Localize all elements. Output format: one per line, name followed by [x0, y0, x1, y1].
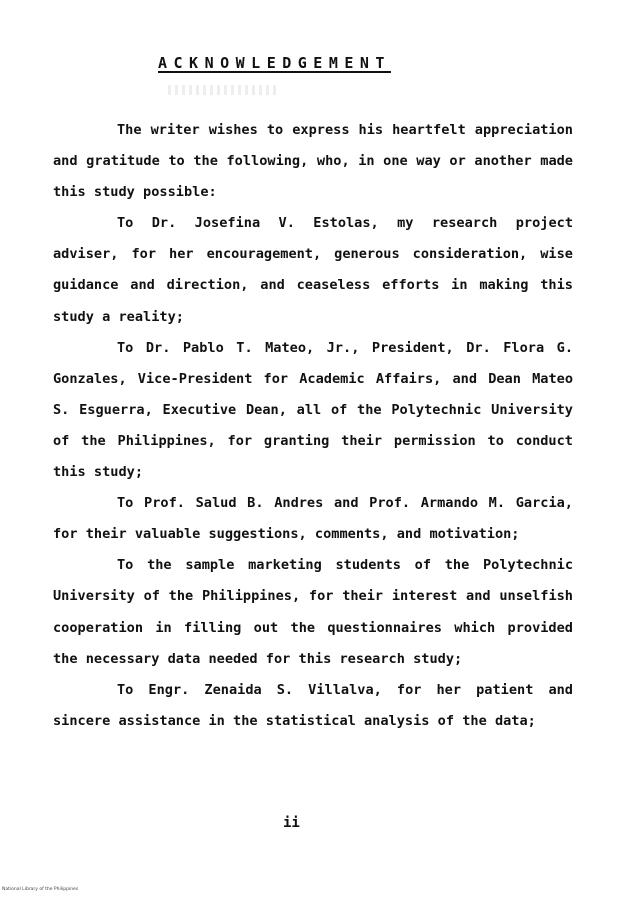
library-footer: National Library of the Philippines [2, 887, 79, 892]
page-number: ii [283, 815, 300, 831]
paragraph-statistician: To Engr. Zenaida S. Villalva, for her patient and sincere assistance in the statistical analysis of the data; [53, 681, 573, 729]
acknowledgement-body [53, 115, 573, 737]
paragraph-adviser: To Dr. Josefina V. Estolas, my research project adviser, for her encouragement, generous consideration, wise guidance and direction, and ceaseless efforts in making this study a reality; [53, 215, 573, 325]
paragraph-officials: To Dr. Pablo T. Mateo, Jr., President, Dr. Flora G. Gonzales, Vice-President for Academic Affairs, and Dean Mateo S. Esguerra, Executive Dean, all of the Polytechnic University of the Philippines, for granting their permission to conduct this study; [53, 339, 573, 481]
paragraph-professors: To Prof. Salud B. Andres and Prof. Armando M. Garcia, for their valuable suggestions, comments, and motivation; [53, 495, 573, 543]
paragraph-students: To the sample marketing students of the Polytechnic University of the Philippines, for their interest and unselfish cooperation in filling out the questionnaires which provided the necessary data needed for this research study; [53, 557, 573, 667]
page-title: ACKNOWLEDGEMENT [158, 54, 391, 72]
faint-marks [168, 85, 276, 95]
paragraph-intro: The writer wishes to express his heartfelt appreciation and gratitude to the following, who, in one way or another made this study possible: [53, 122, 573, 201]
